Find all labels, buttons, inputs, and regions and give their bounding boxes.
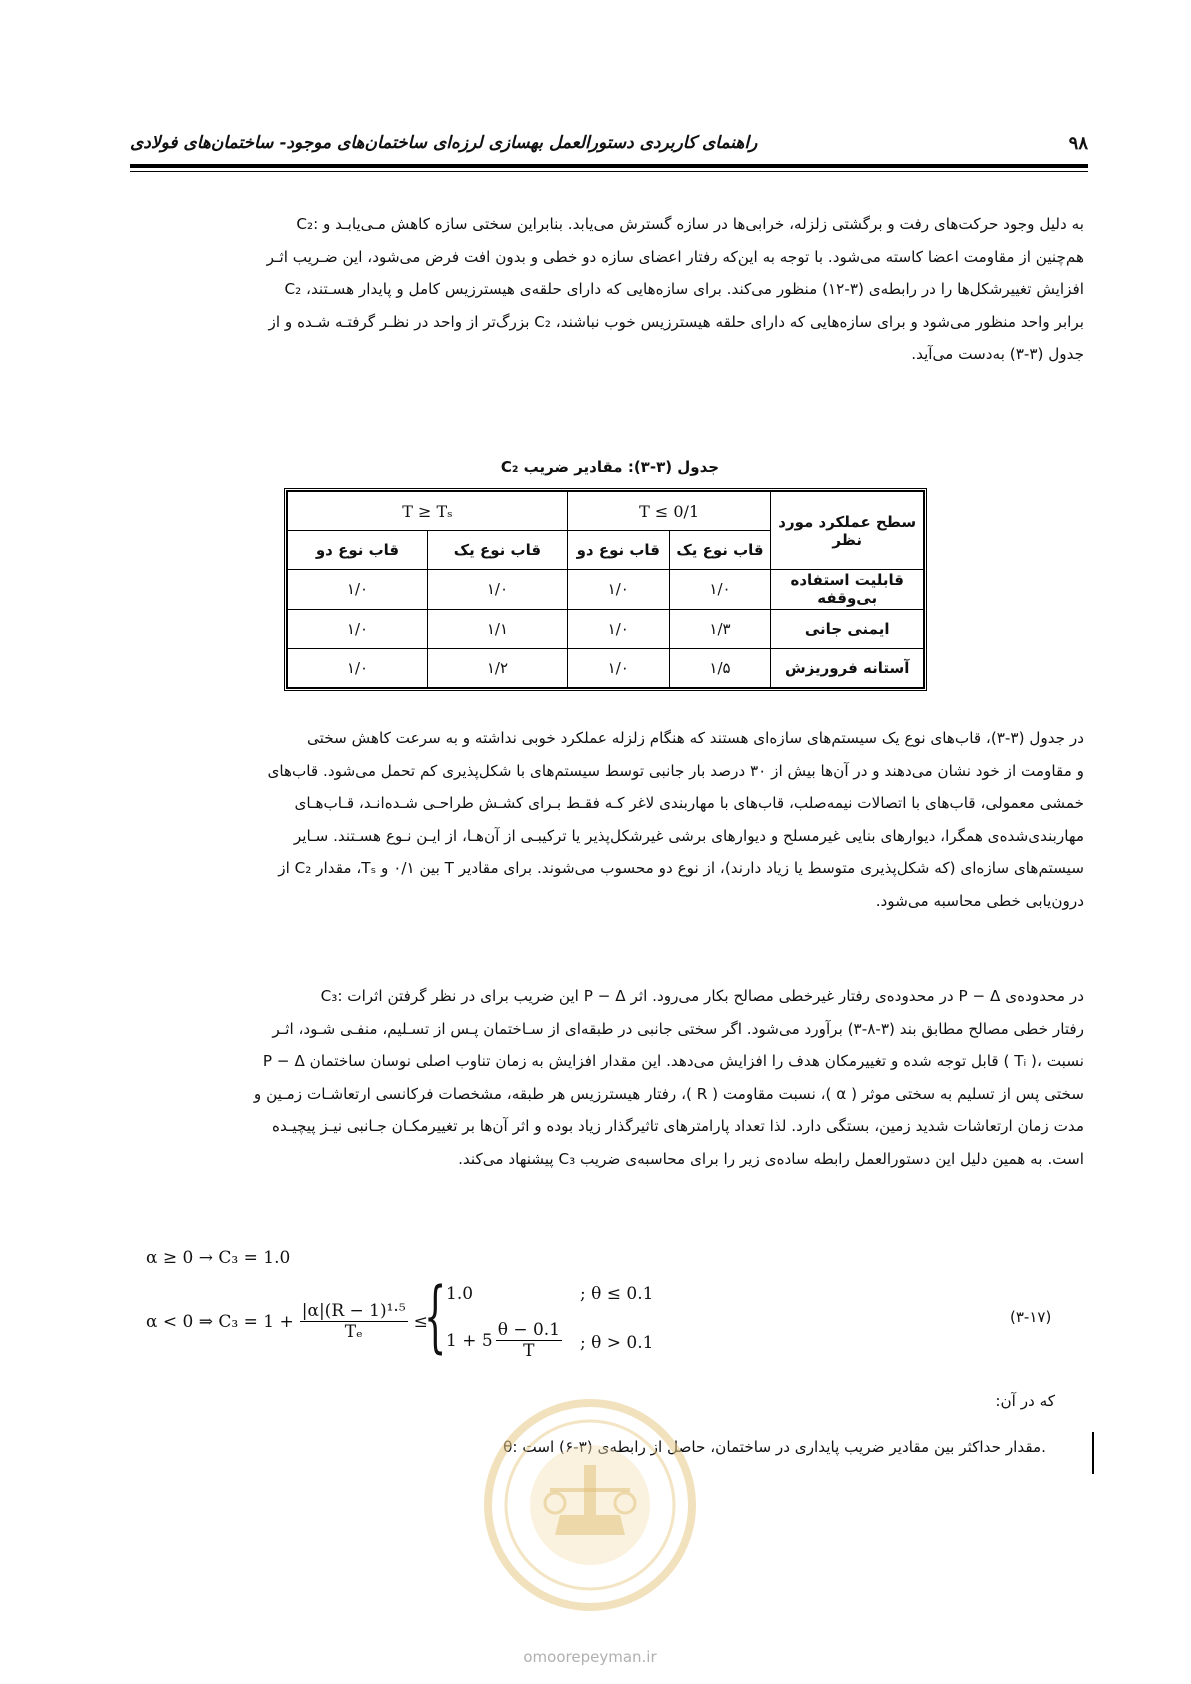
paragraph-line: در جدول (۳-۳)، قاب‌های نوع یک سیستم‌های سازه‌ای هستند که هنگام زلزله عملکرد خوبی نداشته و به سرعت کاهش سختی [307, 729, 1084, 747]
equation-leq: ≤ [413, 1311, 428, 1332]
case-2-condition: ; θ > 0.1 [580, 1333, 654, 1353]
paragraph-line: C₂: به دلیل وجود حرکت‌های رفت و برگشتی زلزله، خرابی‌ها در سازه گسترش می‌یابد. بنابراین سختی سازه کاهش مـی‌یابـد و [296, 215, 1084, 233]
value-cell: ۱/۰ [567, 570, 669, 609]
theta-definition: θ: مقدار حداکثر بین مقادیر ضریب پایداری در ساختمان، حاصل از رابطه‌ی (۳-۶) است. [503, 1438, 1046, 1456]
paragraph-line: مهاربندی‌شده‌ی همگرا، دیوارهای بنایی غیرمسلح و دیوارهای برشی غیرشکل‌پذیر یا ترکیبـی از آن‌هـا، از ایـن نـوع هسـتند. سـایر [293, 826, 1084, 845]
margin-change-bar [1092, 1432, 1094, 1474]
table-row [288, 648, 924, 687]
fraction-numerator: |α|(R − 1)¹·⁵ [301, 1301, 406, 1321]
level-header: سطح عملکرد مورد نظر [771, 492, 924, 570]
paragraph-c3 [136, 980, 1084, 1176]
fraction-denominator: Tₑ [344, 1322, 363, 1342]
equation-line-2 [146, 1301, 428, 1342]
running-title: راهنمای کاربردی دستورالعمل بهسازی لرزه‌ای ساختمان‌های موجود- ساختمان‌های فولادی [130, 133, 758, 153]
case-2-value [446, 1320, 562, 1361]
group-header-short-period: T ≤ 0/1 [567, 492, 771, 531]
value-cell: ۱/۳ [669, 609, 771, 648]
value-cell: ۱/۰ [669, 570, 771, 609]
value-cell: ۱/۵ [669, 648, 771, 687]
paragraph-line: و مقاومت از خود نشان می‌دهند و در آن‌ها بیش از ۳۰ درصد بار جانبی توسط سیستم‌های با شکل‌پذیری کم تحمل می‌شود. قاب‌های [267, 761, 1084, 780]
paragraph-line: رفتار خطی مصالح مطابق بند (۳-۸-۳) برآورد می‌شود. اگر سختی جانبی در طبقه‌ای از سـاختمان پـس از تسـلیم، منفـی شـود، اثـر [272, 1019, 1084, 1038]
case-2-fraction [496, 1320, 562, 1361]
value-cell: ۱/۰ [567, 609, 669, 648]
paragraph-line: سیستم‌های سازه‌ای (که شکل‌پذیری متوسط یا زیاد دارند)، از نوع دو محسوب می‌شوند. برای مقادیر T بین ۰/۱ و Tₛ، مقدار C₂ از [278, 859, 1084, 878]
header-rule-thin [130, 171, 1088, 172]
table-row [288, 609, 924, 648]
paragraph-line: برابر واحد منظور می‌شود و برای سازه‌هایی که دارای حلقه هیسترزیس خوب نباشند، C₂ بزرگ‌تر از واحد در نظـر گرفتـه شـده و از [268, 312, 1084, 331]
seal-watermark-icon [480, 1395, 700, 1615]
equation-fraction [300, 1301, 408, 1342]
level-cell: قابلیت استفاده بی‌وقفه [771, 570, 924, 609]
paragraph-c2 [136, 208, 1084, 371]
value-cell: ۱/۰ [567, 648, 669, 687]
value-cell: ۱/۰ [427, 570, 567, 609]
table-caption: جدول (۳-۳): مقادیر ضریب C₂ [500, 458, 720, 476]
page-number: ۹۸ [1068, 132, 1088, 154]
case-1-value: 1.0 [446, 1284, 474, 1304]
watermark-site-text: omoorepeyman.ir [523, 1648, 657, 1666]
header-rule-thick [130, 164, 1088, 168]
paragraph-line: جدول (۳-۳) به‌دست می‌آید. [911, 345, 1084, 364]
value-cell: ۱/۰ [288, 570, 428, 609]
value-cell: ۱/۰ [288, 648, 428, 687]
case-1-condition: ; θ ≤ 0.1 [580, 1284, 654, 1304]
sub-header-type-one: قاب نوع یک [427, 531, 567, 570]
sub-header-type-two: قاب نوع دو [567, 531, 669, 570]
paragraph-line: افزایش تغییرشکل‌ها را در رابطه‌ی (۳-۱۲) منظور می‌کند. برای سازه‌هایی که دارای حلقه‌ی هیسترزیس کامل و پایدار هسـتند، C₂ [284, 280, 1084, 299]
value-cell: ۱/۰ [288, 609, 428, 648]
group-header-long-period: T ≥ Tₛ [288, 492, 568, 531]
paragraph-line: درون‌یابی خطی محاسبه می‌شود. [875, 891, 1084, 910]
paragraph-line: P − Δ قابل توجه شده و تغییرمکان هدف را افزایش می‌دهد. این مقدار افزایش به زمان تناوب اصلی نوسان ساختمان ( Tᵢ )، نسبت [262, 1052, 1084, 1071]
level-cell: آستانه فروریزش [771, 648, 924, 687]
table-row [288, 570, 924, 609]
paragraph-line: مدت زمان ارتعاشات شدید زمین، بستگی دارد. لذا تعداد پارامترهای تاثیرگذار زیاد بوده و اثر آن‌ها بر تغییرمکـان جـانبی نیـز پیچیـده [272, 1117, 1084, 1136]
fraction-numerator: θ − 0.1 [497, 1320, 561, 1340]
c2-table [284, 488, 927, 691]
equation-line-1: α ≥ 0 → C₃ = 1.0 [146, 1248, 291, 1268]
paragraph-line: است. به همین دلیل این دستورالعمل رابطه ساده‌ی زیر را برای محاسبه‌ی ضریب C₃ پیشنهاد می‌کند. [458, 1149, 1084, 1168]
sub-header-type-one: قاب نوع یک [669, 531, 771, 570]
value-cell: ۱/۱ [427, 609, 567, 648]
page-header [130, 128, 1088, 158]
paragraph-line: سختی پس از تسلیم به سختی موثر ( α )، نسبت مقاومت ( R )، رفتار هیسترزیس هر طبقه، مشخصات فرکانسی ارتعاشـات زمـین و [253, 1084, 1084, 1103]
paragraph-line: هم‌چنین از مقاومت اعضا کاسته می‌شود. با توجه به این‌که رفتار اعضای سازه دو خطی و بدون افت فرض می‌شود، این ضـریب اثـر [266, 247, 1084, 266]
equation-number: (۳-۱۷) [1010, 1308, 1052, 1326]
sub-header-type-two: قاب نوع دو [288, 531, 428, 570]
level-cell: ایمنی جانی [771, 609, 924, 648]
cases-brace: { [424, 1272, 447, 1362]
equation-lhs: α < 0 ⇒ C₃ = 1 + [146, 1311, 294, 1332]
paragraph-line: خمشی معمولی، قاب‌های با اتصالات نیمه‌صلب، قاب‌های با مهاربندی لاغر کـه فقـط بـرای کشـش طراحـی شـده‌انـد، قـاب‌هـای [294, 794, 1084, 813]
paragraph-line: C₃: این ضریب برای در نظر گرفتن اثرات P − Δ در محدوده‌ی رفتار غیرخطی مصالح بکار می‌رود. اثر P − Δ در محدوده‌ی [320, 987, 1084, 1005]
fraction-denominator: T [523, 1341, 535, 1361]
case-2-prefix: 1 + 5 [446, 1330, 493, 1351]
where-label: که در آن: [995, 1392, 1055, 1410]
paragraph-frame-types [136, 722, 1084, 918]
value-cell: ۱/۲ [427, 648, 567, 687]
